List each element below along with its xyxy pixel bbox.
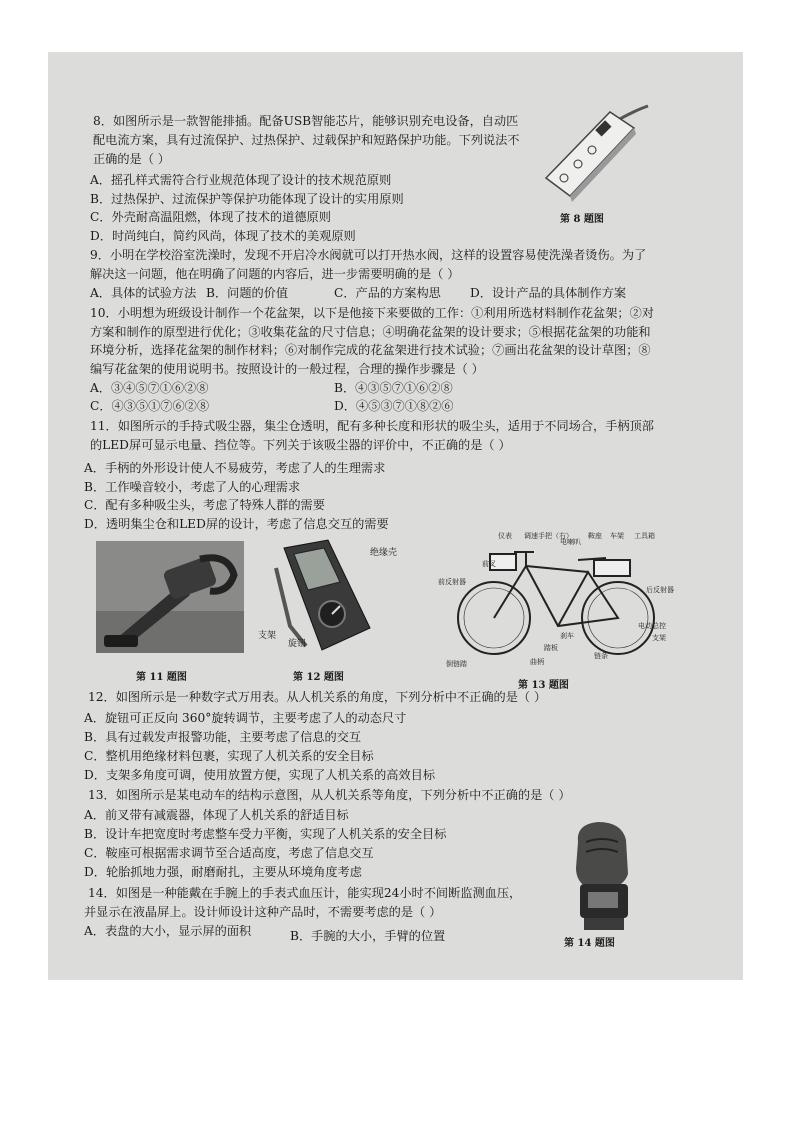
q12-option-c: C．整机用绝缘材料包裹，实现了人机关系的安全目标 — [84, 749, 374, 763]
power-strip-image — [540, 104, 650, 204]
q11-line-1: 11．如图所示的手持式吸尘器，集尘仓透明，配有多种长度和形状的吸尘头，适用于不同场合，手柄顶部 — [90, 419, 654, 433]
bike-label-kick-pedal: 倒链踏 — [446, 660, 467, 668]
multimeter-image — [266, 538, 376, 656]
q10-line-1: 10．小明想为班级设计制作一个花盆架，以下是他接下来要做的工作：①利用所选材料制作花盆架；②对 — [90, 306, 654, 320]
q8-line-2: 配电流方案，具有过流保护、过热保护、过载保护和短路保护功能。下列说法不 — [93, 133, 520, 147]
q14-option-b: B．手腕的大小，手臂的位置 — [290, 929, 446, 943]
bike-label-front-reflector: 前反射器 — [438, 578, 466, 586]
bike-label-pedal: 踏板 — [544, 644, 558, 652]
q10-line-3: 环境分析，选择花盆架的制作材料；⑥对制作完成的花盆架进行技术试验；⑦画出花盆架的设计草图；⑧ — [90, 343, 651, 357]
q9-option-c: C．产品的方案构思 — [334, 286, 441, 300]
bike-label-fork: 前叉 — [482, 560, 496, 568]
q11-option-d: D．透明集尘仓和LED屏的设计，考虑了信息交互的需要 — [84, 517, 389, 531]
q10-line-2: 方案和制作的原型进行优化；③收集花盆的尺寸信息；④明确花盆架的设计要求；⑤根据花盆架的功能和 — [90, 325, 651, 339]
q8-line-3: 正确的是（ ） — [93, 152, 170, 166]
vacuum-cleaner-image — [96, 541, 244, 653]
q10-line-4: 编写花盆架的使用说明书。按照设计的一般过程，合理的操作步骤是（ ） — [90, 362, 484, 376]
q8-option-b: B．过热保护、过流保护等保护功能体现了设计的实用原则 — [90, 192, 404, 206]
q14-line-1: 14．如图是一种能戴在手腕上的手表式血压计，能实现24小时不间断监测血压， — [88, 886, 522, 900]
bike-label-saddle: 鞍座 — [588, 532, 602, 540]
q12-option-b: B．具有过载发声报警功能，主要考虑了信息的交互 — [84, 730, 362, 744]
multimeter-label-stand: 支架 — [258, 631, 277, 641]
bike-label-controller: 电动总控 — [638, 622, 666, 630]
q10-option-c: C．④③⑤①⑦⑥②⑧ — [90, 399, 210, 413]
q9-option-d: D．设计产品的具体制作方案 — [470, 286, 627, 300]
q11-option-b: B．工作噪音较小，考虑了人的心理需求 — [84, 480, 301, 494]
q9-line-1: 9．小明在学校浴室洗澡时，发现不开启冷水阀就可以打开热水阀，这样的设置容易使洗澡者烫伤。为了 — [90, 248, 647, 262]
bike-label-toolbox: 工具箱 — [634, 532, 655, 540]
q11-option-c: C．配有多种吸尘头，考虑了特殊人群的需要 — [84, 498, 325, 512]
q12-caption: 第 12 题图 — [293, 672, 344, 683]
q8-line-1: 8．如图所示是一款智能排插。配备USB智能芯片，能够识别充电设备，自动匹 — [93, 114, 519, 128]
q9-line-2: 解决这一问题，他在明确了问题的内容后，进一步需要明确的是（ ） — [90, 267, 460, 281]
bike-label-rear-reflector: 后反射器 — [646, 586, 674, 594]
q13-line-1: 13．如图所示是某电动车的结构示意图，从人机关系等角度，下列分析中不正确的是（ ） — [88, 788, 571, 802]
q9-option-a: A．具体的试验方法 — [90, 286, 197, 300]
q11-caption: 第 11 题图 — [136, 672, 187, 683]
wrist-blood-pressure-monitor-image — [564, 818, 640, 930]
multimeter-label-knob: 旋钮 — [288, 639, 307, 649]
q11-option-a: A．手柄的外形设计使人不易疲劳，考虑了人的生理需求 — [84, 461, 386, 475]
q10-option-d: D．④⑤③⑦①⑧②⑥ — [334, 399, 454, 413]
q13-option-b: B．设计车把宽度时考虑整车受力平衡，实现了人机关系的安全目标 — [84, 827, 447, 841]
scanned-page — [48, 52, 743, 980]
bike-label-brake: 刹车 — [560, 632, 574, 640]
q11-line-2: 的LED屏可显示电量、挡位等。下列关于该吸尘器的评价中，不正确的是（ ） — [90, 438, 511, 452]
q13-option-c: C．鞍座可根据需求调节至合适高度，考虑了信息交互 — [84, 846, 374, 860]
electric-bike-diagram — [438, 532, 684, 672]
q10-option-a: A．③④⑤⑦①⑥②⑧ — [90, 381, 209, 395]
q14-caption: 第 14 题图 — [564, 938, 615, 949]
bike-label-chain: 链条 — [594, 652, 608, 660]
q13-option-a: A．前叉带有减震器，体现了人机关系的舒适目标 — [84, 808, 349, 822]
q13-option-d: D．轮胎抓地力强，耐磨耐扎，主要从环境角度考虑 — [84, 865, 362, 879]
bike-label-meter: 仪表 — [498, 532, 512, 540]
q8-option-d: D．时尚纯白，简约风尚，体现了技术的美观原则 — [90, 229, 356, 243]
q8-caption: 第 8 题图 — [560, 214, 604, 225]
bike-label-throttle: 调速手把（右） — [524, 532, 573, 540]
q12-option-d: D．支架多角度可调，使用放置方便，实现了人机关系的高效目标 — [84, 768, 436, 782]
q12-line-1: 12．如图所示是一种数字式万用表。从人机关系的角度，下列分析中不正确的是（ ） — [88, 690, 547, 704]
bike-label-frame: 车架 — [610, 532, 624, 540]
q10-option-b: B．④③⑤⑦①⑥②⑧ — [334, 381, 453, 395]
bike-label-horn: 电喇叭 — [560, 538, 581, 546]
q9-option-b: B．问题的价值 — [206, 286, 289, 300]
q8-option-a: A．摇孔样式需符合行业规范体现了设计的技术规范原则 — [90, 173, 392, 187]
multimeter-label-shell: 绝缘壳 — [370, 548, 398, 558]
bike-label-crank: 曲柄 — [530, 658, 544, 666]
q14-line-2: 并显示在液晶屏上。设计师设计这种产品时，不需要考虑的是（ ） — [84, 905, 442, 919]
q14-option-a: A．表盘的大小，显示屏的面积 — [84, 924, 252, 938]
q12-option-a: A．旋钮可正反向 360°旋转调节，主要考虑了人的动态尺寸 — [84, 711, 407, 725]
bike-label-stand: 支架 — [652, 634, 666, 642]
q13-caption: 第 13 题图 — [518, 680, 569, 691]
q8-option-c: C．外壳耐高温阻燃，体现了技术的道德原则 — [90, 210, 331, 224]
